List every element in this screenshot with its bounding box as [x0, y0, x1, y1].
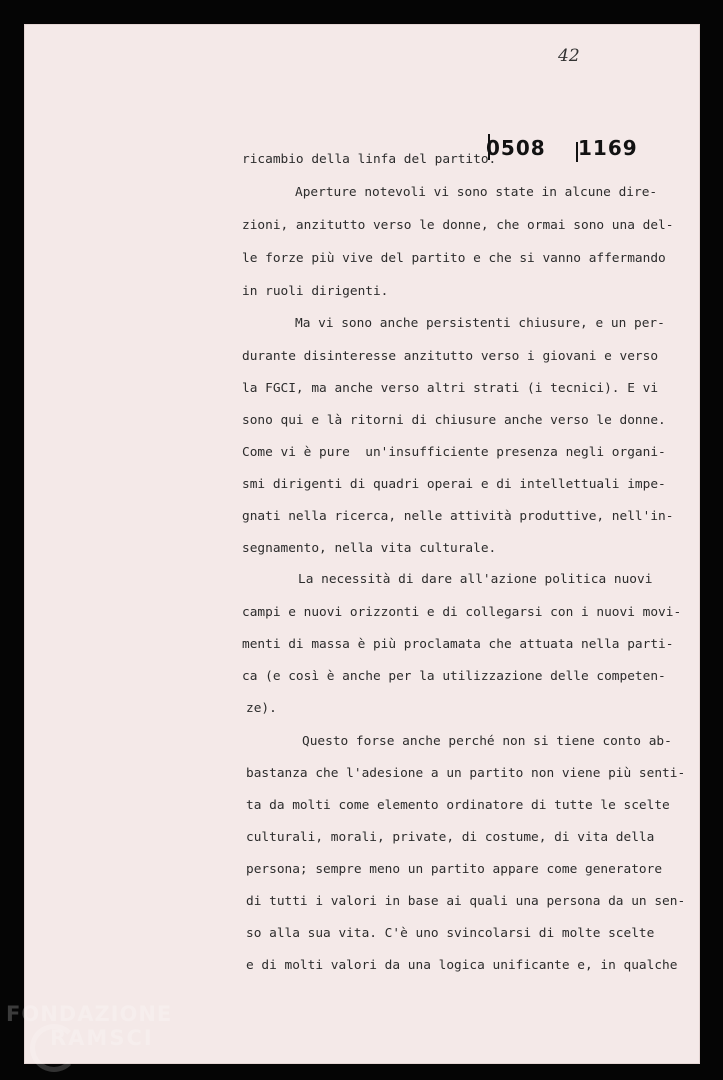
text-line: di tutti i valori in base ai quali una persona da un sen-: [246, 894, 686, 909]
archive-stamp-number: 1169: [578, 136, 638, 160]
text-line: e di molti valori da una logica unificante e, in qualche: [246, 958, 678, 973]
text-line: bastanza che l'adesione a un partito non viene più senti-: [246, 766, 686, 781]
watermark: [6, 1002, 172, 1050]
text-line: Aperture notevoli vi sono state in alcune dire-: [295, 185, 658, 200]
text-line: culturali, morali, private, di costume, di vita della: [246, 830, 655, 845]
text-line: La necessità di dare all'azione politica nuovi: [298, 572, 653, 587]
text-line: ricambio della linfa del partito.: [242, 152, 497, 167]
text-line: menti di massa è più proclamata che attuata nella parti-: [242, 637, 674, 652]
text-line: ta da molti come elemento ordinatore di tutte le scelte: [246, 798, 670, 813]
text-line: campi e nuovi orizzonti e di collegarsi con i nuovi movi-: [242, 605, 682, 620]
archive-stamp-number: 0508: [486, 136, 546, 160]
text-line: segnamento, nella vita culturale.: [242, 541, 497, 556]
watermark-line: RAMSCI: [50, 1026, 154, 1050]
text-line: Come vi è pure un'insufficiente presenza negli organi-: [242, 445, 666, 460]
text-line: persona; sempre meno un partito appare come generatore: [246, 862, 663, 877]
text-line: Questo forse anche perché non si tiene conto ab-: [302, 734, 672, 749]
watermark-line: FONDAZIONE: [6, 1002, 173, 1026]
text-line: smi dirigenti di quadri operai e di intellettuali impe-: [242, 477, 666, 492]
text-line: gnati nella ricerca, nelle attività produttive, nell'in-: [242, 509, 674, 524]
text-line: in ruoli dirigenti.: [242, 284, 389, 299]
page-number: 42: [558, 46, 580, 66]
text-line: sono qui e là ritorni di chiusure anche verso le donne.: [242, 413, 666, 428]
text-line: le forze più vive del partito e che si vanno affermando: [242, 251, 666, 266]
text-line: durante disinteresse anzitutto verso i giovani e verso: [242, 349, 659, 364]
text-line: ze).: [246, 701, 277, 716]
text-line: la FGCI, ma anche verso altri strati (i tecnici). E vi: [242, 381, 659, 396]
text-line: ca (e così è anche per la utilizzazione delle competen-: [242, 669, 666, 684]
text-line: so alla sua vita. C'è uno svincolarsi di molte scelte: [246, 926, 655, 941]
document-page: [24, 24, 700, 1064]
text-line: Ma vi sono anche persistenti chiusure, e un per-: [295, 316, 665, 331]
text-line: zioni, anzitutto verso le donne, che ormai sono una del-: [242, 218, 674, 233]
